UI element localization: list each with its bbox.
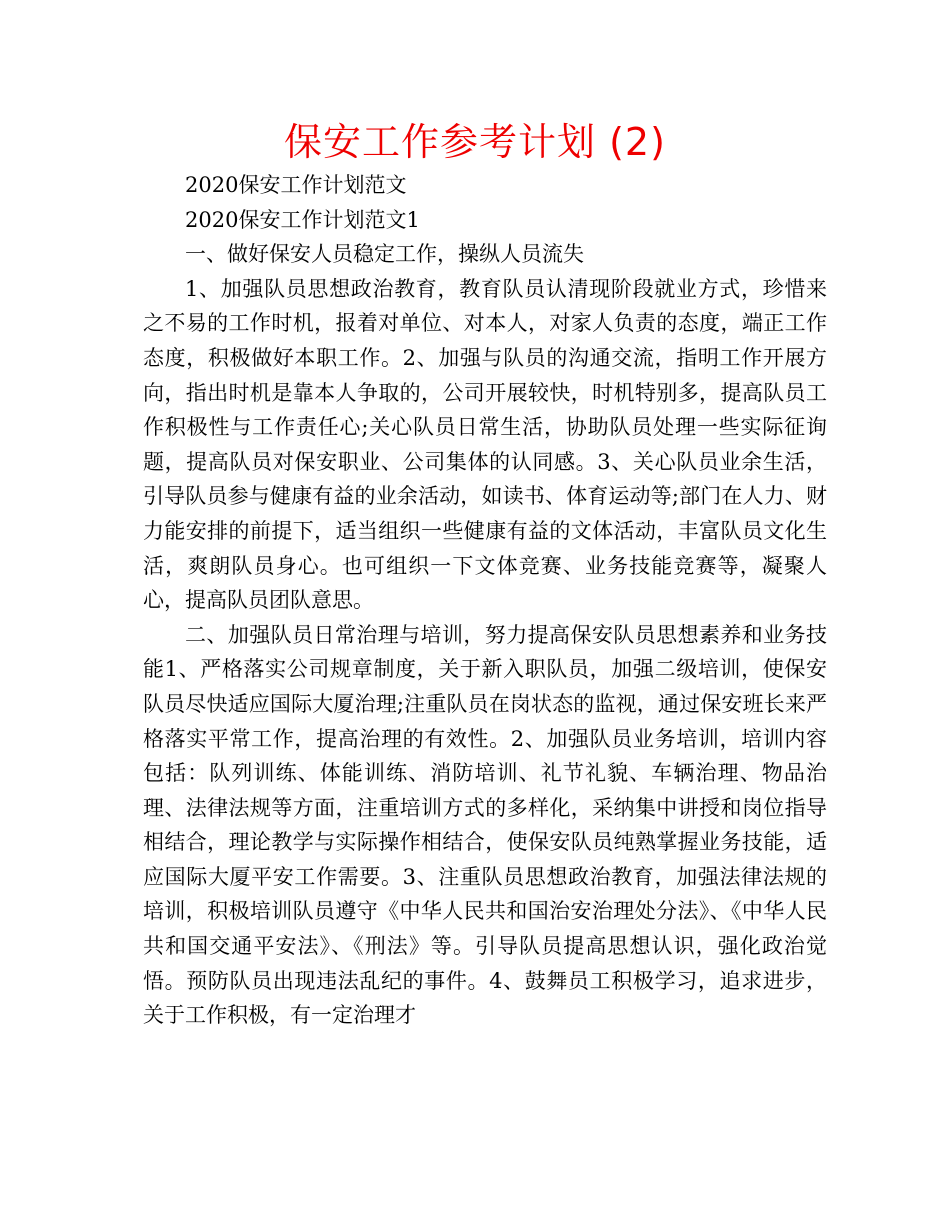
paragraph-section-1: 1、加强队员思想政治教育，教育队员认清现阶段就业方式，珍惜来之不易的工作时机，报着对单位、对本人，对家人负责的态度，端正工作态度，积极做好本职工作。2、加强与队员的沟通交流，指明工作开展方向，指出时机是靠本人争取的，公司开展较快，时机特别多，提高队员工作积极性与工作责任心;关心队员日常生活，协助队员处理一些实际征询题，提高队员对保安职业、公司集体的认同感。3、关心队员业余生活，引导队员参与健康有益的业余活动，如读书、体育运动等;部门在人力、财力能安排的前提下，适当组织一些健康有益的文体活动，丰富队员文化生活，爽朗队员身心。也可组织一下文体竞赛、业务技能竞赛等，凝聚人心，提高队员团队意思。 <box>143 276 827 613</box>
paragraph-heading-1: 2020保安工作计划范文 <box>185 173 407 197</box>
document-title: 保安工作参考计划 (2) <box>284 120 666 164</box>
paragraph-section-2: 二、加强队员日常治理与培训，努力提高保安队员思想素养和业务技能1、严格落实公司规章制度，关于新入职队员，加强二级培训，使保安队员尽快适应国际大厦治理;注重队员在岗状态的监视，通过保安班长来严格落实平常工作，提高治理的有效性。2、加强队员业务培训，培训内容包括：队列训练、体能训练、消防培训、礼节礼貌、车辆治理、物品治理、法律法规等方面，注重培训方式的多样化，采纳集中讲授和岗位指导相结合，理论教学与实际操作相结合，使保安队员纯熟掌握业务技能，适应国际大厦平安工作需要。3、注重队员思想政治教育，加强法律法规的培训，积极培训队员遵守《中华人民共和国治安治理处分法》、《中华人民共和国交通平安法》、《刑法》等。引导队员提高思想认识，强化政治觉悟。预防队员出现违法乱纪的事件。4、鼓舞员工积极学习，追求进步，关于工作积极，有一定治理才 <box>143 622 827 1028</box>
section-heading-1: 一、做好保安人员稳定工作，操纵人员流失 <box>185 242 584 267</box>
document-body <box>143 168 827 1033</box>
paragraph-heading-2: 2020保安工作计划范文1 <box>185 207 420 232</box>
